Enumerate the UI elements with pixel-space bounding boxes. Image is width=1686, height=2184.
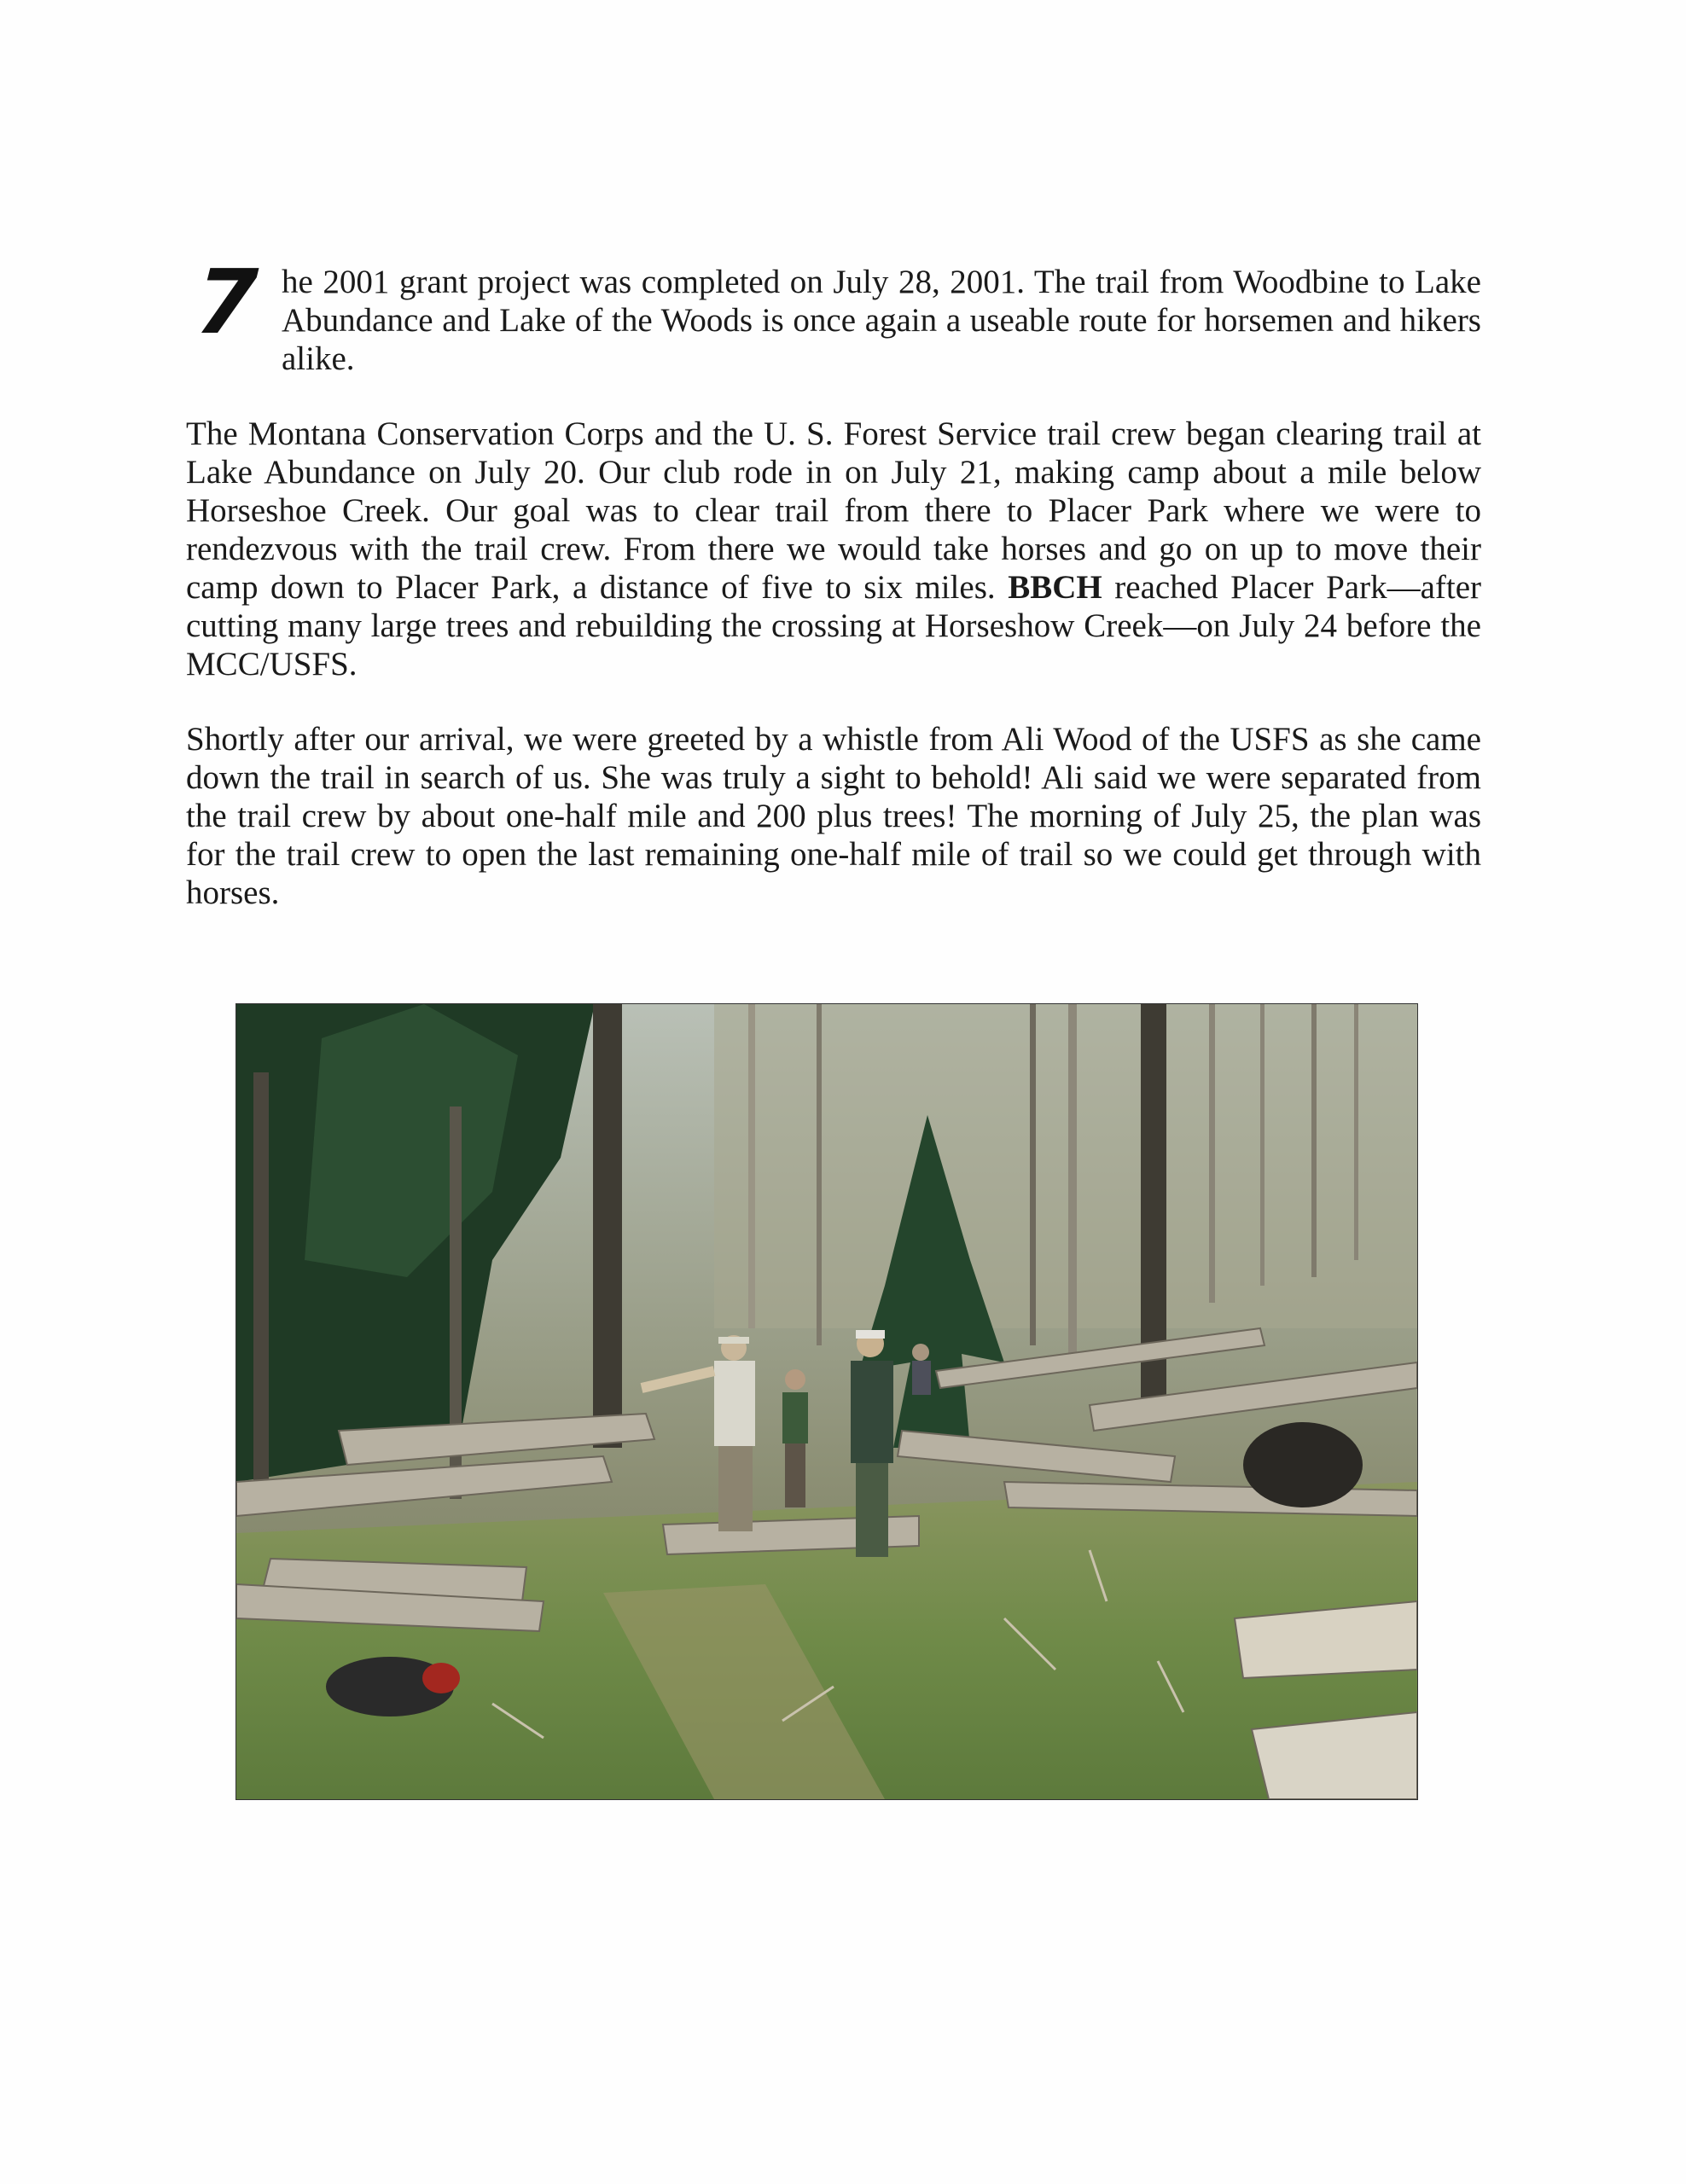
- root-mass: [1243, 1422, 1363, 1507]
- club-abbreviation: BBCH: [1008, 569, 1102, 606]
- paragraph-2-text-a: The Montana Conservation Corps and the U. S. Forest Service trail crew began clearing trail at Lake Abundance on July 20. Our club rode in on July 21, making camp about a mile below Horseshoe Creek. Our goal was to clear trail from there to Placer Park where we were to rendezvous with the trail crew. From there we would take horses and go on up to move their camp down to Placer Park, a distance of five to six miles.: [186, 415, 1481, 606]
- drop-cap: 7: [183, 250, 271, 354]
- article-body: [183, 250, 1481, 949]
- paragraph-2: [186, 415, 1481, 683]
- paragraph-1-text: he 2001 grant project was completed on July 28, 2001. The trail from Woodbine to Lake Abundance and Lake of the Woods is once again a useable route for horsemen and hikers alike.: [282, 264, 1481, 377]
- paragraph-2-text-b: reached Placer Park—after cutting many large trees and rebuilding the crossing at Horseshow Creek—on July 24 before the MCC/USFS.: [186, 569, 1481, 682]
- trail-crew-photo: [235, 1003, 1418, 1800]
- paragraph-1: [183, 250, 1481, 378]
- paragraph-3: Shortly after our arrival, we were greeted by a whistle from Ali Wood of the USFS as she came down the trail in search of us. She was truly a sight to behold! Ali said we were separated from the trail crew by about one-half mile and 200 plus trees! The morning of July 25, the plan was for the trail crew to open the last remaining one-half mile of trail so we could get through with horses.: [186, 721, 1481, 911]
- photo-illustration: [236, 1004, 1417, 1799]
